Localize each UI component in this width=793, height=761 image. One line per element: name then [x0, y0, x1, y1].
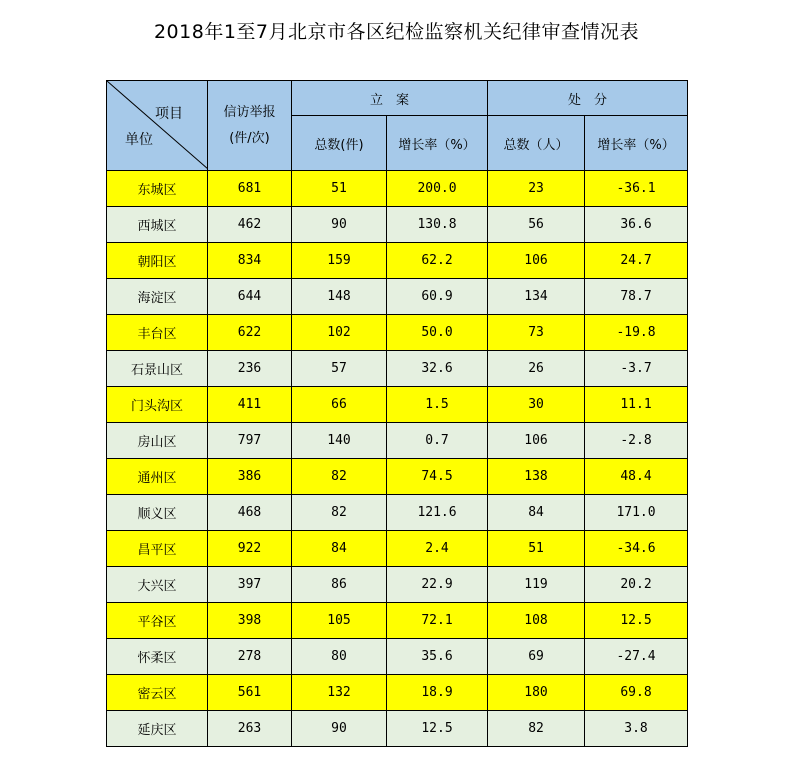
punished-cell: 26: [488, 351, 585, 387]
punished-cell: 23: [488, 171, 585, 207]
punish-growth-cell: 171.0: [585, 495, 688, 531]
unit-cell: 昌平区: [107, 531, 208, 567]
petitions-cell: 468: [208, 495, 292, 531]
punish-growth-cell: -2.8: [585, 423, 688, 459]
petitions-cell: 236: [208, 351, 292, 387]
punish-growth-cell: 12.5: [585, 603, 688, 639]
cases-cell: 102: [292, 315, 387, 351]
case-growth-cell: 60.9: [387, 279, 488, 315]
cases-cell: 82: [292, 495, 387, 531]
petitions-cell: 462: [208, 207, 292, 243]
cases-cell: 90: [292, 207, 387, 243]
table-row: [107, 315, 688, 351]
table-row: [107, 639, 688, 675]
cases-cell: 86: [292, 567, 387, 603]
petitions-cell: 561: [208, 675, 292, 711]
table-row: [107, 459, 688, 495]
case-growth-cell: 130.8: [387, 207, 488, 243]
table-row: [107, 423, 688, 459]
petitions-cell: 834: [208, 243, 292, 279]
punish-growth-header: 增长率（%）: [585, 116, 688, 171]
table-row: [107, 531, 688, 567]
petitions-cell: 411: [208, 387, 292, 423]
punish-growth-cell: 48.4: [585, 459, 688, 495]
cases-cell: 66: [292, 387, 387, 423]
page-title: 2018年1至7月北京市各区纪检监察机关纪律审查情况表: [153, 21, 640, 43]
cases-cell: 80: [292, 639, 387, 675]
punished-cell: 138: [488, 459, 585, 495]
case-growth-cell: 62.2: [387, 243, 488, 279]
table-row: [107, 171, 688, 207]
corner-header-cell: [107, 81, 208, 171]
cases-cell: 140: [292, 423, 387, 459]
punished-cell: 106: [488, 423, 585, 459]
petition-header-line2: (件/次): [229, 130, 270, 146]
unit-cell: 顺义区: [107, 495, 208, 531]
unit-cell: 房山区: [107, 423, 208, 459]
cases-cell: 105: [292, 603, 387, 639]
punish-growth-cell: 11.1: [585, 387, 688, 423]
case-growth-cell: 121.6: [387, 495, 488, 531]
table-row: [107, 243, 688, 279]
petitions-cell: 922: [208, 531, 292, 567]
case-growth-cell: 32.6: [387, 351, 488, 387]
case-growth-cell: 12.5: [387, 711, 488, 747]
punish-growth-cell: 78.7: [585, 279, 688, 315]
unit-cell: 大兴区: [107, 567, 208, 603]
cases-cell: 84: [292, 531, 387, 567]
case-growth-cell: 72.1: [387, 603, 488, 639]
petitions-cell: 644: [208, 279, 292, 315]
unit-cell: 西城区: [107, 207, 208, 243]
petitions-cell: 397: [208, 567, 292, 603]
discipline-review-table: [106, 80, 688, 747]
punish-growth-cell: -19.8: [585, 315, 688, 351]
punished-cell: 51: [488, 531, 585, 567]
punished-cell: 73: [488, 315, 585, 351]
table-row: [107, 711, 688, 747]
table-row: [107, 603, 688, 639]
petitions-cell: 263: [208, 711, 292, 747]
table-row: [107, 567, 688, 603]
petitions-cell: 398: [208, 603, 292, 639]
punished-cell: 82: [488, 711, 585, 747]
case-growth-cell: 50.0: [387, 315, 488, 351]
case-growth-cell: 200.0: [387, 171, 488, 207]
petitions-cell: 681: [208, 171, 292, 207]
petitions-cell: 622: [208, 315, 292, 351]
case-growth-cell: 0.7: [387, 423, 488, 459]
unit-cell: 海淀区: [107, 279, 208, 315]
table-row: [107, 207, 688, 243]
punished-cell: 56: [488, 207, 585, 243]
unit-cell: 平谷区: [107, 603, 208, 639]
petition-header-line1: 信访举报: [223, 104, 276, 120]
punish-total-header: 总数（人）: [488, 116, 585, 171]
punished-cell: 119: [488, 567, 585, 603]
punish-growth-cell: -36.1: [585, 171, 688, 207]
cases-cell: 159: [292, 243, 387, 279]
corner-diagonal-line: [107, 81, 208, 169]
case-growth-cell: 74.5: [387, 459, 488, 495]
table-row: [107, 279, 688, 315]
punished-cell: 134: [488, 279, 585, 315]
cases-cell: 51: [292, 171, 387, 207]
unit-cell: 密云区: [107, 675, 208, 711]
cases-cell: 82: [292, 459, 387, 495]
case-growth-cell: 18.9: [387, 675, 488, 711]
punished-cell: 180: [488, 675, 585, 711]
corner-label-item: 项目: [155, 106, 183, 122]
table-row: [107, 495, 688, 531]
punish-growth-cell: 20.2: [585, 567, 688, 603]
petitions-cell: 278: [208, 639, 292, 675]
unit-cell: 石景山区: [107, 351, 208, 387]
table-body: [107, 171, 688, 747]
cases-cell: 90: [292, 711, 387, 747]
punish-growth-cell: 69.8: [585, 675, 688, 711]
unit-cell: 丰台区: [107, 315, 208, 351]
punished-cell: 108: [488, 603, 585, 639]
case-growth-cell: 35.6: [387, 639, 488, 675]
case-growth-cell: 2.4: [387, 531, 488, 567]
table-row: [107, 675, 688, 711]
punished-cell: 84: [488, 495, 585, 531]
case-growth-cell: 22.9: [387, 567, 488, 603]
punish-growth-cell: -34.6: [585, 531, 688, 567]
punish-growth-cell: -3.7: [585, 351, 688, 387]
punish-growth-cell: 24.7: [585, 243, 688, 279]
table-row: [107, 351, 688, 387]
cases-cell: 57: [292, 351, 387, 387]
unit-cell: 通州区: [107, 459, 208, 495]
unit-cell: 怀柔区: [107, 639, 208, 675]
punish-growth-cell: 3.8: [585, 711, 688, 747]
unit-cell: 延庆区: [107, 711, 208, 747]
unit-cell: 朝阳区: [107, 243, 208, 279]
unit-cell: 东城区: [107, 171, 208, 207]
petition-header-cell: [208, 81, 292, 171]
punished-cell: 69: [488, 639, 585, 675]
punish-growth-cell: -27.4: [585, 639, 688, 675]
header-row-1: [107, 81, 688, 116]
table-row: [107, 387, 688, 423]
punished-cell: 30: [488, 387, 585, 423]
unit-cell: 门头沟区: [107, 387, 208, 423]
case-total-header: 总数(件): [292, 116, 387, 171]
punish-growth-cell: 36.6: [585, 207, 688, 243]
corner-label-unit: 单位: [125, 132, 153, 148]
petitions-cell: 797: [208, 423, 292, 459]
cases-cell: 148: [292, 279, 387, 315]
case-growth-cell: 1.5: [387, 387, 488, 423]
case-growth-header: 增长率（%）: [387, 116, 488, 171]
cases-cell: 132: [292, 675, 387, 711]
petitions-cell: 386: [208, 459, 292, 495]
punished-cell: 106: [488, 243, 585, 279]
punish-group-header: 处 分: [488, 81, 688, 116]
case-group-header: 立 案: [292, 81, 488, 116]
